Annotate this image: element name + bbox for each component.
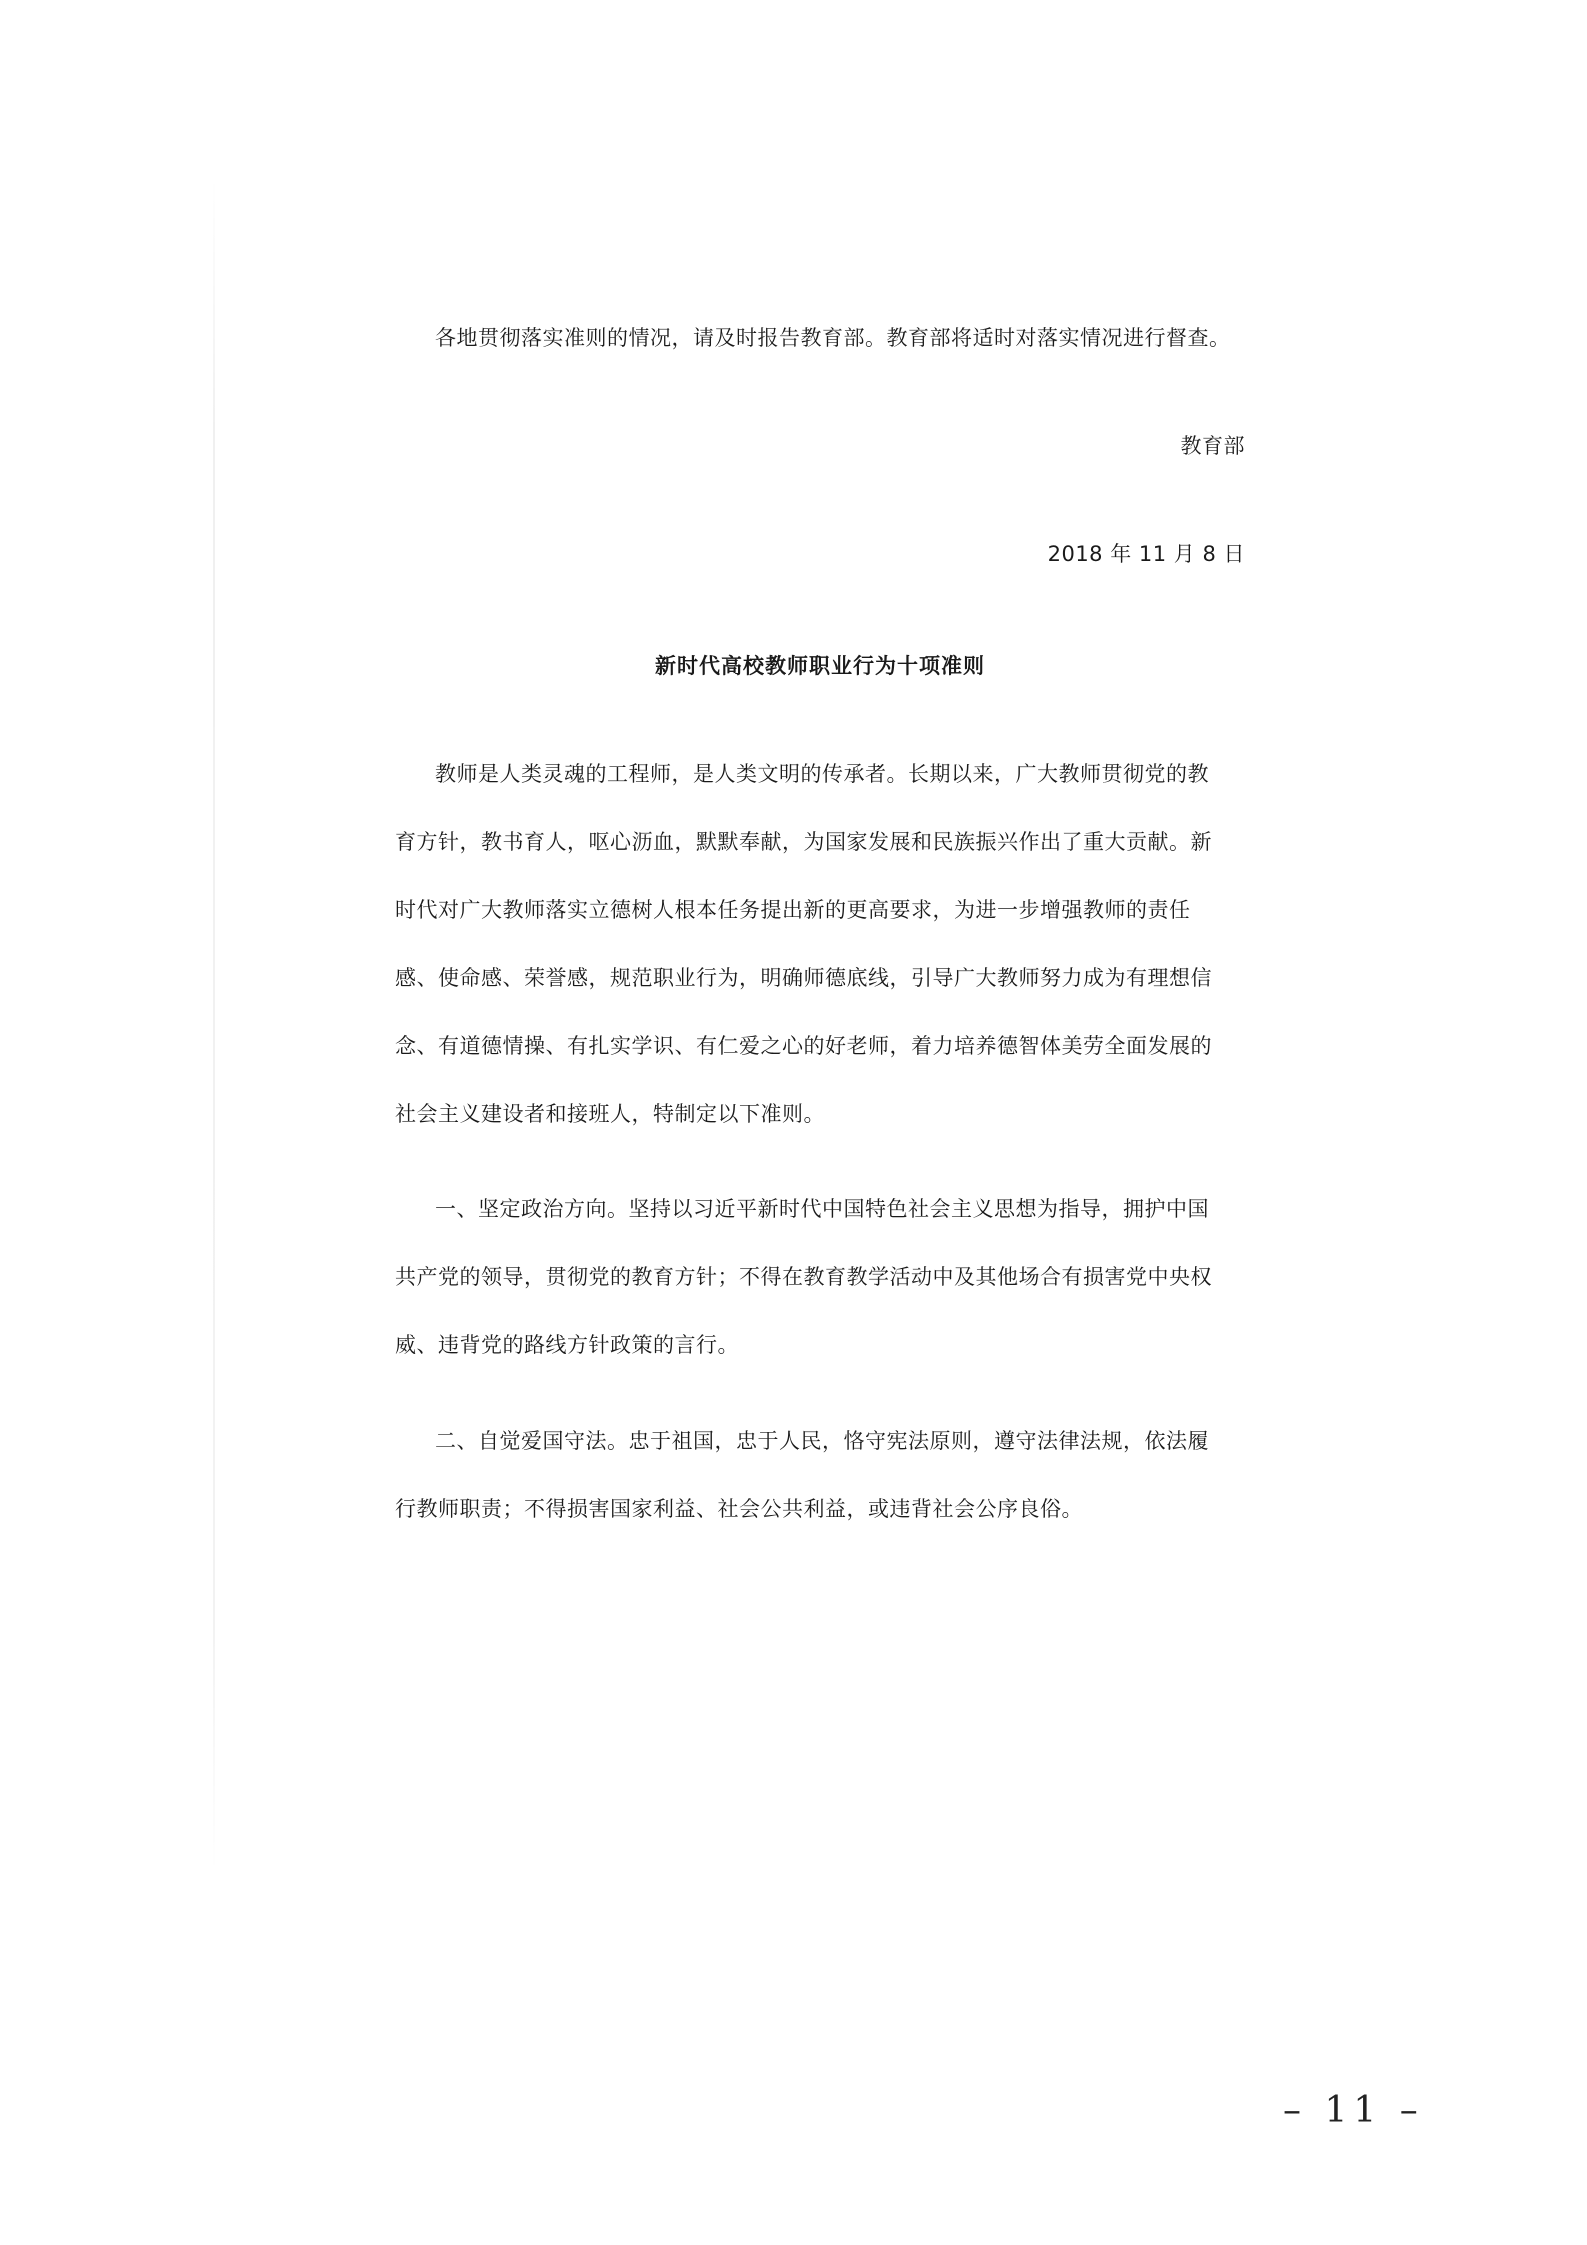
document-title: 新时代高校教师职业行为十项准则 bbox=[655, 654, 985, 678]
paragraph-line: 行教师职责；不得损害国家利益、社会公共利益，或违背社会公序良俗。 bbox=[395, 1497, 1083, 1521]
paragraph-line: 社会主义建设者和接班人，特制定以下准则。 bbox=[395, 1102, 825, 1126]
paragraph-line: 感、使命感、荣誉感，规范职业行为，明确师德底线，引导广大教师努力成为有理想信 bbox=[395, 966, 1212, 990]
paragraph-line: 念、有道德情操、有扎实学识、有仁爱之心的好老师，着力培养德智体美劳全面发展的 bbox=[395, 1034, 1212, 1058]
paragraph-line: 时代对广大教师落实立德树人根本任务提出新的更高要求，为进一步增强教师的责任 bbox=[395, 898, 1191, 922]
issuer-signature: 教育部 bbox=[1180, 434, 1245, 458]
paragraph-line: 二、自觉爱国守法。忠于祖国，忠于人民，恪守宪法原则，遵守法律法规，依法履 bbox=[435, 1429, 1209, 1453]
issue-date: 2018 年 11 月 8 日 bbox=[1047, 542, 1245, 566]
paragraph-line: 育方针，教书育人，呕心沥血，默默奉献，为国家发展和民族振兴作出了重大贡献。新 bbox=[395, 830, 1212, 854]
page-number: – 11 – bbox=[1283, 2090, 1424, 2131]
paragraph-line: 共产党的领导，贯彻党的教育方针；不得在教育教学活动中及其他场合有损害党中央权 bbox=[395, 1265, 1212, 1289]
scan-shadow-edge bbox=[213, 175, 215, 1875]
header-note: 各地贯彻落实准则的情况，请及时报告教育部。教育部将适时对落实情况进行督查。 bbox=[435, 326, 1231, 350]
paragraph-line: 教师是人类灵魂的工程师，是人类文明的传承者。长期以来，广大教师贯彻党的教 bbox=[435, 762, 1209, 786]
paragraph-line: 一、坚定政治方向。坚持以习近平新时代中国特色社会主义思想为指导，拥护中国 bbox=[435, 1197, 1209, 1221]
paragraph-line: 威、违背党的路线方针政策的言行。 bbox=[395, 1333, 739, 1357]
